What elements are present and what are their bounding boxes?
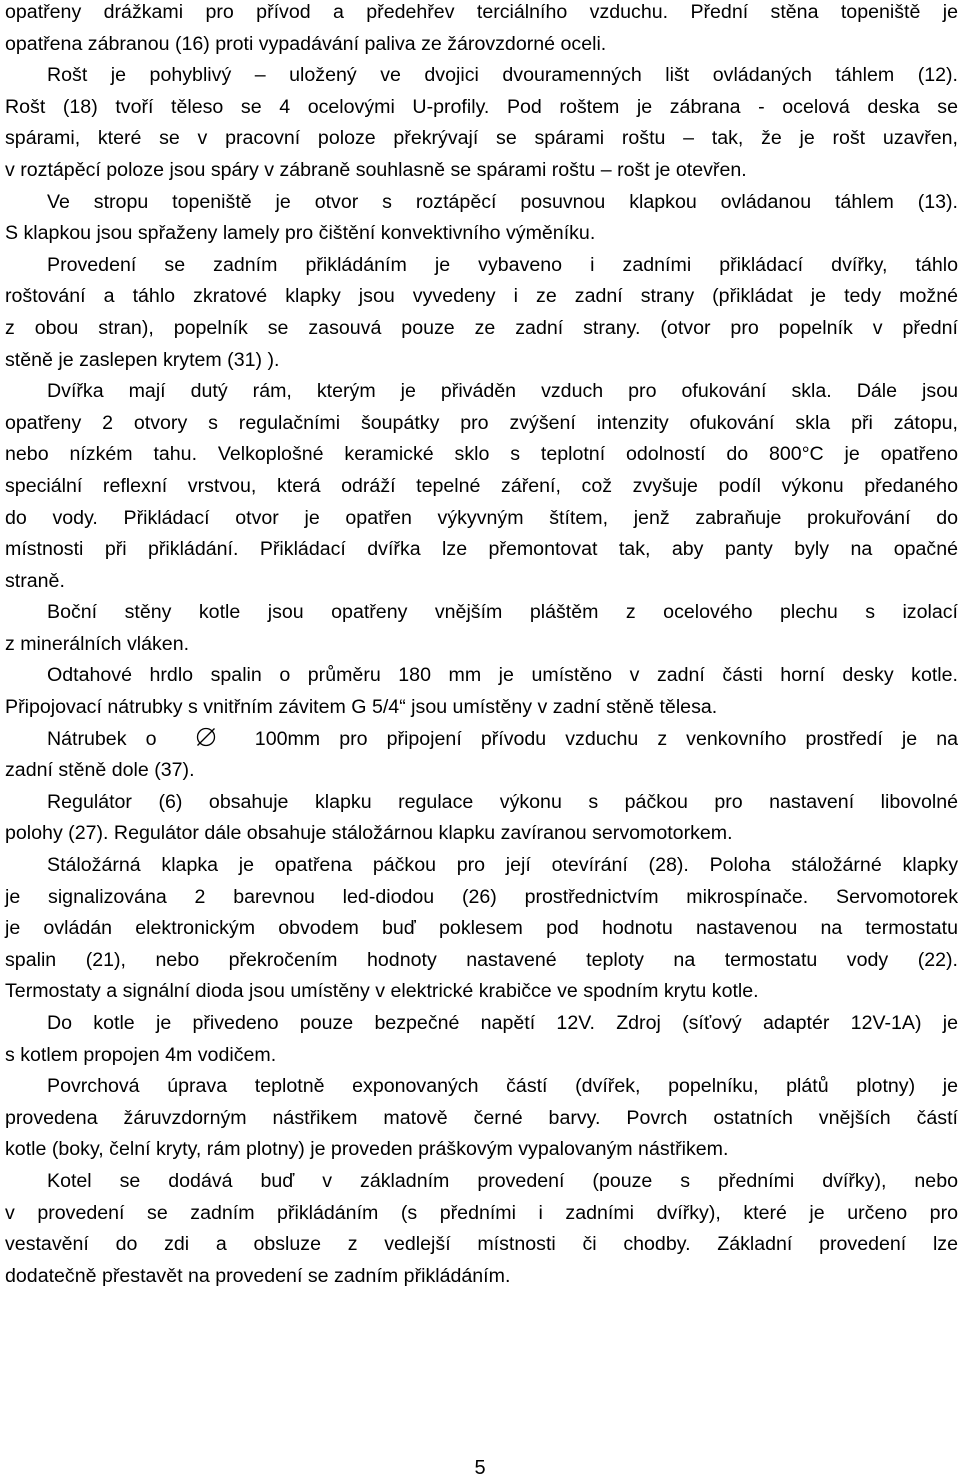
text-line: stěně je zaslepen krytem (31) ). (5, 348, 280, 371)
nozzle-line-after: 100mm pro připojení přívodu vzduchu z venkovního prostředí je na (254, 727, 958, 750)
text-line: v provedení se zadním přikládáním (s předními i zadními dvířky), které je určeno pro (5, 1201, 958, 1224)
diameter-icon (195, 726, 217, 748)
text-line: speciální reflexní vrstvou, která odráží tepelné záření, což zvyšuje podíl výkonu předaného (5, 474, 958, 497)
text-line: vestavění do zdi a obsluze z vedlejší místnosti či chodby. Základní provedení lze (5, 1233, 958, 1256)
text-line: opatřena zábranou (16) proti vypadávání paliva ze žárovzdorné oceli. (5, 32, 607, 55)
text-line: je signalizována 2 barevnou led-diodou (26) prostřednictvím mikrospínače. Servomotorek (5, 885, 958, 908)
text-line: do vody. Přikládací otvor je opatřen výkyvným štítem, jenž zabraňuje prokuřování do (5, 506, 958, 529)
text-line: Ve stropu topeniště je otvor s roztápěcí posuvnou klapkou ovládanou táhlem (13). (47, 190, 958, 213)
text-line: straně. (5, 569, 65, 592)
text-line: polohy (27). Regulátor dále obsahuje stáložárnou klapku zavíranou servomotorkem. (5, 822, 733, 845)
text-line: Kotel se dodává buď v základním provedení (pouze s předními dvířky), nebo (47, 1169, 958, 1192)
text-line: Regulátor (6) obsahuje klapku regulace výkonu s páčkou pro nastavení libovolné (47, 790, 958, 813)
text-line: S klapkou jsou spřaženy lamely pro čištění konvektivního výměníku. (5, 222, 596, 245)
text-line: opatřeny drážkami pro přívod a předehřev terciálního vzduchu. Přední stěna topeniště je (5, 1, 958, 23)
text-line: kotle (boky, čelní kryty, rám plotny) je proveden práškovým vypalovaným nástřikem. (5, 1138, 729, 1161)
body-text (5, 0, 958, 1292)
text-line: spárami, které se v pracovní poloze překrývají se spárami roštu – tak, že je rošt uzavřen, (5, 127, 958, 150)
text-line: Do kotle je přivedeno pouze bezpečné napětí 12V. Zdroj (síťový adaptér 12V-1A) je (47, 1012, 958, 1034)
text-line: místnosti při přikládání. Přikládací dvířka lze přemontovat tak, aby panty byly na opačné (5, 538, 958, 561)
text-line: Připojovací nátrubky s vnitřním závitem G 5/4“ jsou umístěny v zadní stěně tělesa. (5, 696, 718, 719)
text-line: v roztápěcí poloze jsou spáry v zábraně souhlasně se spárami roštu – rošt je otevřen. (5, 158, 747, 181)
text-line: je ovládán elektronickým obvodem buď poklesem pod hodnotu nastavenou na termostatu (5, 917, 958, 940)
text-line: Boční stěny kotle jsou opatřeny vnějším pláštěm z ocelového plechu s izolací (47, 601, 958, 624)
text-line: nebo nízkém tahu. Velkoplošné keramické sklo s teplotní odolností do 800°C je opatřeno (5, 443, 958, 466)
text-line: Termostaty a signální dioda jsou umístěny v elektrické krabičce ve spodním krytu kotle. (5, 980, 759, 1003)
text-line: spalin (21), nebo překročením hodnoty nastavené teploty na termostatu vody (22). (5, 948, 958, 971)
page-number: 5 (474, 1457, 486, 1479)
nozzle-line (5, 724, 958, 756)
text-line: dodatečně přestavět na provedení se zadním přikládáním. (5, 1264, 511, 1287)
text-line: Stáložárná klapka je opatřena páčkou pro její otevírání (28). Poloha stáložárné klapky (47, 854, 958, 877)
text-line: Rošt je pohyblivý – uložený ve dvojici dvouramenných lišt ovládaných táhlem (12). (47, 64, 958, 87)
text-line: Dvířka mají dutý rám, kterým je přiváděn vzduch pro ofukování skla. Dále jsou (47, 380, 958, 403)
text-line: Povrchová úprava teplotně exponovaných částí (dvířek, popelníku, plátů plotny) je (47, 1075, 958, 1098)
text-line: Odtahové hrdlo spalin o průměru 180 mm je umístěno v zadní části horní desky kotle. (47, 664, 958, 687)
text-line: s kotlem propojen 4m vodičem. (5, 1043, 277, 1066)
text-line: Provedení se zadním přikládáním je vybaveno i zadními přikládací dvířky, táhlo (47, 253, 958, 276)
text-line: z minerálních vláken. (5, 632, 190, 655)
text-line: zadní stěně dole (37). (5, 759, 195, 782)
text-line: z obou stran), popelník se zasouvá pouze ze zadní strany. (otvor pro popelník v přední (5, 316, 958, 339)
text-line: roštování a táhlo zkratové klapky jsou vyvedeny i ze zadní strany (přikládat je tedy možné (5, 285, 958, 308)
text-line: Rošt (18) tvoří těleso se 4 ocelovými U-profily. Pod roštem je zábrana - ocelová deska se (5, 95, 958, 118)
text-line: provedena žáruvzdorným nástřikem matově černé barvy. Povrch ostatních vnějších částí (5, 1106, 958, 1129)
nozzle-line-before: Nátrubek o (47, 727, 157, 750)
text-line: opatřeny 2 otvory s regulačními šoupátky pro zvýšení intenzity ofukování skla při zátopu, (5, 411, 958, 434)
